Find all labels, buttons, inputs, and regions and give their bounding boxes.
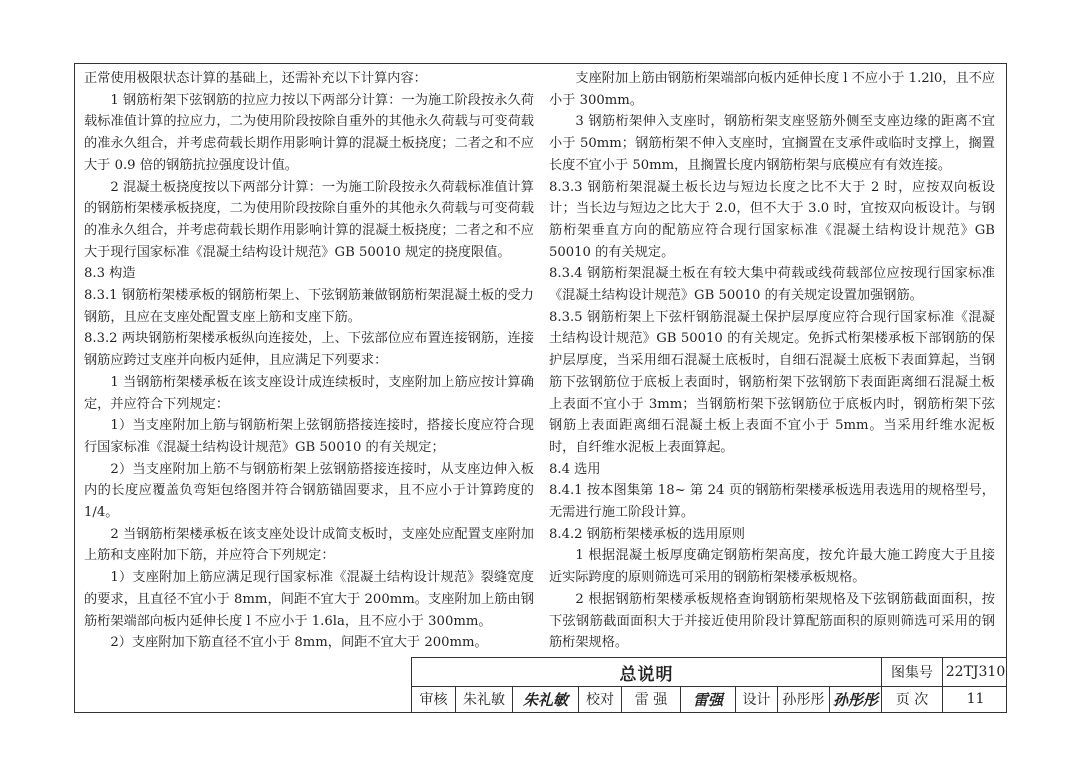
right-column-paragraph: 3 钢筋桁架伸入支座时，钢筋桁架支座竖筋外侧至支座边缘的距离不宜小于 50mm；钢筋桁架不伸入支座时，宜搁置在支承件或临时支撑上，搁置长度不宜小于 50mm，且搁置长度内钢筋桁架与底模应有有效连接。 [549,114,995,173]
left-column-paragraph: 8.3.1 钢筋桁架楼承板的钢筋桁架上、下弦钢筋兼做钢筋桁架混凝土板的受力钢筋，且应在支座处配置支座上筋和支座下筋。 [84,288,534,325]
left-column-paragraph: 1）当支座附加上筋与钢筋桁架上弦钢筋搭接连接时，搭接长度应符合现行国家标准《混凝土结构设计规范》GB 50010 的有关规定； [84,418,534,455]
left-column-paragraph: 8.3 构造 [84,266,136,282]
right-text-column [549,68,995,654]
right-column-paragraph: 1 根据混凝土板厚度确定钢筋桁架高度，按允许最大施工跨度大于且接近实际跨度的原则筛选可采用的钢筋桁架楼承板规格。 [549,548,995,586]
left-column-paragraph: 正常使用极限状态计算的基础上，还需补充以下计算内容： [84,71,427,86]
atlas-number-label: 图集号 [882,658,943,686]
title-block [411,657,1007,713]
reviewer-signature: 朱礼敏 [513,686,579,712]
review-label: 审核 [412,686,456,712]
right-column-paragraph: 8.4.2 钢筋桁架楼承板的选用原则 [549,526,745,542]
right-column-paragraph: 8.3.4 钢筋桁架混凝土板在有较大集中荷载或线荷载部位应按现行国家标准《混凝土结构设计规范》GB 50010 的有关规定设置加强钢筋。 [549,266,995,304]
left-column-paragraph: 2 混凝土板挠度按以下两部分计算：一为施工阶段按永久荷载标准值计算的钢筋桁架楼承板挠度，二为使用阶段按除自重外的其他永久荷载与可变荷载的准永久组合，并考虑荷载长期作用影响计算的混凝土板挠度；二者之和不应大于现行国家标准《混凝土结构设计规范》GB 50010 规定的挠度限值。 [84,179,534,260]
checker-signature: 雷强 [681,686,736,712]
atlas-number: 22TJ310 [945,664,1006,680]
check-label: 校对 [579,686,622,712]
left-text-column [84,68,534,654]
right-column-paragraph: 2 根据钢筋桁架楼承板规格查询钢筋桁架规格及下弦钢筋截面面积，按下弦钢筋截面面积大于并接近使用阶段计算配筋面积的原则筛选可采用的钢筋桁架规格。 [549,591,995,651]
left-column-paragraph: 1 当钢筋桁架楼承板在该支座设计成连续板时，支座附加上筋应按计算确定，并应符合下列规定： [84,374,534,412]
left-column-paragraph: 2）支座附加下筋直径不宜小于 8mm，间距不宜大于 200mm。 [110,635,488,651]
title-block-row-2 [412,686,1007,712]
drawing-title: 总说明 [412,658,882,686]
reviewer-name: 朱礼敏 [456,686,513,712]
right-column-paragraph: 支座附加上筋由钢筋桁架端部向板内延伸长度 l 不应小于 1.2l0，且不应小于 300mm。 [549,71,996,108]
left-column-paragraph: 1 钢筋桁架下弦钢筋的拉应力按以下两部分计算：一为施工阶段按永久荷载标准值计算的拉应力，二为使用阶段按除自重外的其他永久荷载与可变荷载的准永久组合，并考虑荷载长期作用影响计算的混凝土板挠度；二者之和不应大于 0.9 倍的钢筋抗拉强度设计值。 [84,92,534,173]
title-block-row-1 [412,658,1007,687]
right-column-paragraph: 8.3.3 钢筋桁架混凝土板长边与短边长度之比不大于 2 时，应按双向板设计；当长边与短边之比大于 2.0，但不大于 3.0 时，宜按双向板设计。与钢筋桁架垂直方向的配筋应符合现行国家标准《混凝土结构设计规范》GB 50010 的有关规定。 [549,179,995,260]
left-column-paragraph: 2）当支座附加上筋不与钢筋桁架上弦钢筋搭接连接时，从支座边伸入板内的长度应覆盖负弯矩包络图并符合钢筋锚固要求，且不应小于计算跨度的 1/4。 [84,461,534,521]
left-column-paragraph: 2 当钢筋桁架楼承板在该支座处设计成简支板时，支座处应配置支座附加上筋和支座附加下筋，并应符合下列规定： [84,526,534,564]
designer-name: 孙彤彤 [778,686,830,712]
right-column-paragraph: 8.3.5 钢筋桁架上下弦杆钢筋混凝土保护层厚度应符合现行国家标准《混凝土结构设计规范》GB 50010 的有关规定。免拆式桁架楼承板下部钢筋的保护层厚度，当采用细石混凝土底板时，自细石混凝土底板下表面算起，当钢筋下弦钢筋位于底板上表面时，钢筋桁架下弦钢筋下表面距离细石混凝土板上表面不宜小于 3mm；当钢筋桁架下弦钢筋位于底板内时，钢筋桁架下弦钢筋上表面距离细石混凝土板上表面不宜小于 5mm。当采用纤维水泥板时，自纤维水泥板上表面算起。 [549,309,995,455]
page-label: 页 次 [882,686,943,712]
right-column-paragraph: 8.4.1 按本图集第 18~ 第 24 页的钢筋桁架楼承板选用表选用的规格型号，无需进行施工阶段计算。 [549,483,995,521]
design-label: 设计 [736,686,778,712]
checker-name: 雷 强 [622,686,681,712]
page-number: 11 [966,691,985,707]
left-column-paragraph: 8.3.2 两块钢筋桁架楼承板纵向连接处，上、下弦部位应布置连接钢筋，连接钢筋应跨过支座并向板内延伸，且应满足下列要求： [84,331,534,369]
left-column-paragraph: 1）支座附加上筋应满足现行国家标准《混凝土结构设计规范》裂缝宽度的要求，且直径不宜小于 8mm，间距不宜大于 200mm。支座附加上筋由钢筋桁架端部向板内延伸长度 l 不应小于 1.6la，且不应小于 300mm。 [84,570,534,629]
right-column-paragraph: 8.4 选用 [549,461,601,477]
designer-signature: 孙彤彤 [830,686,882,712]
